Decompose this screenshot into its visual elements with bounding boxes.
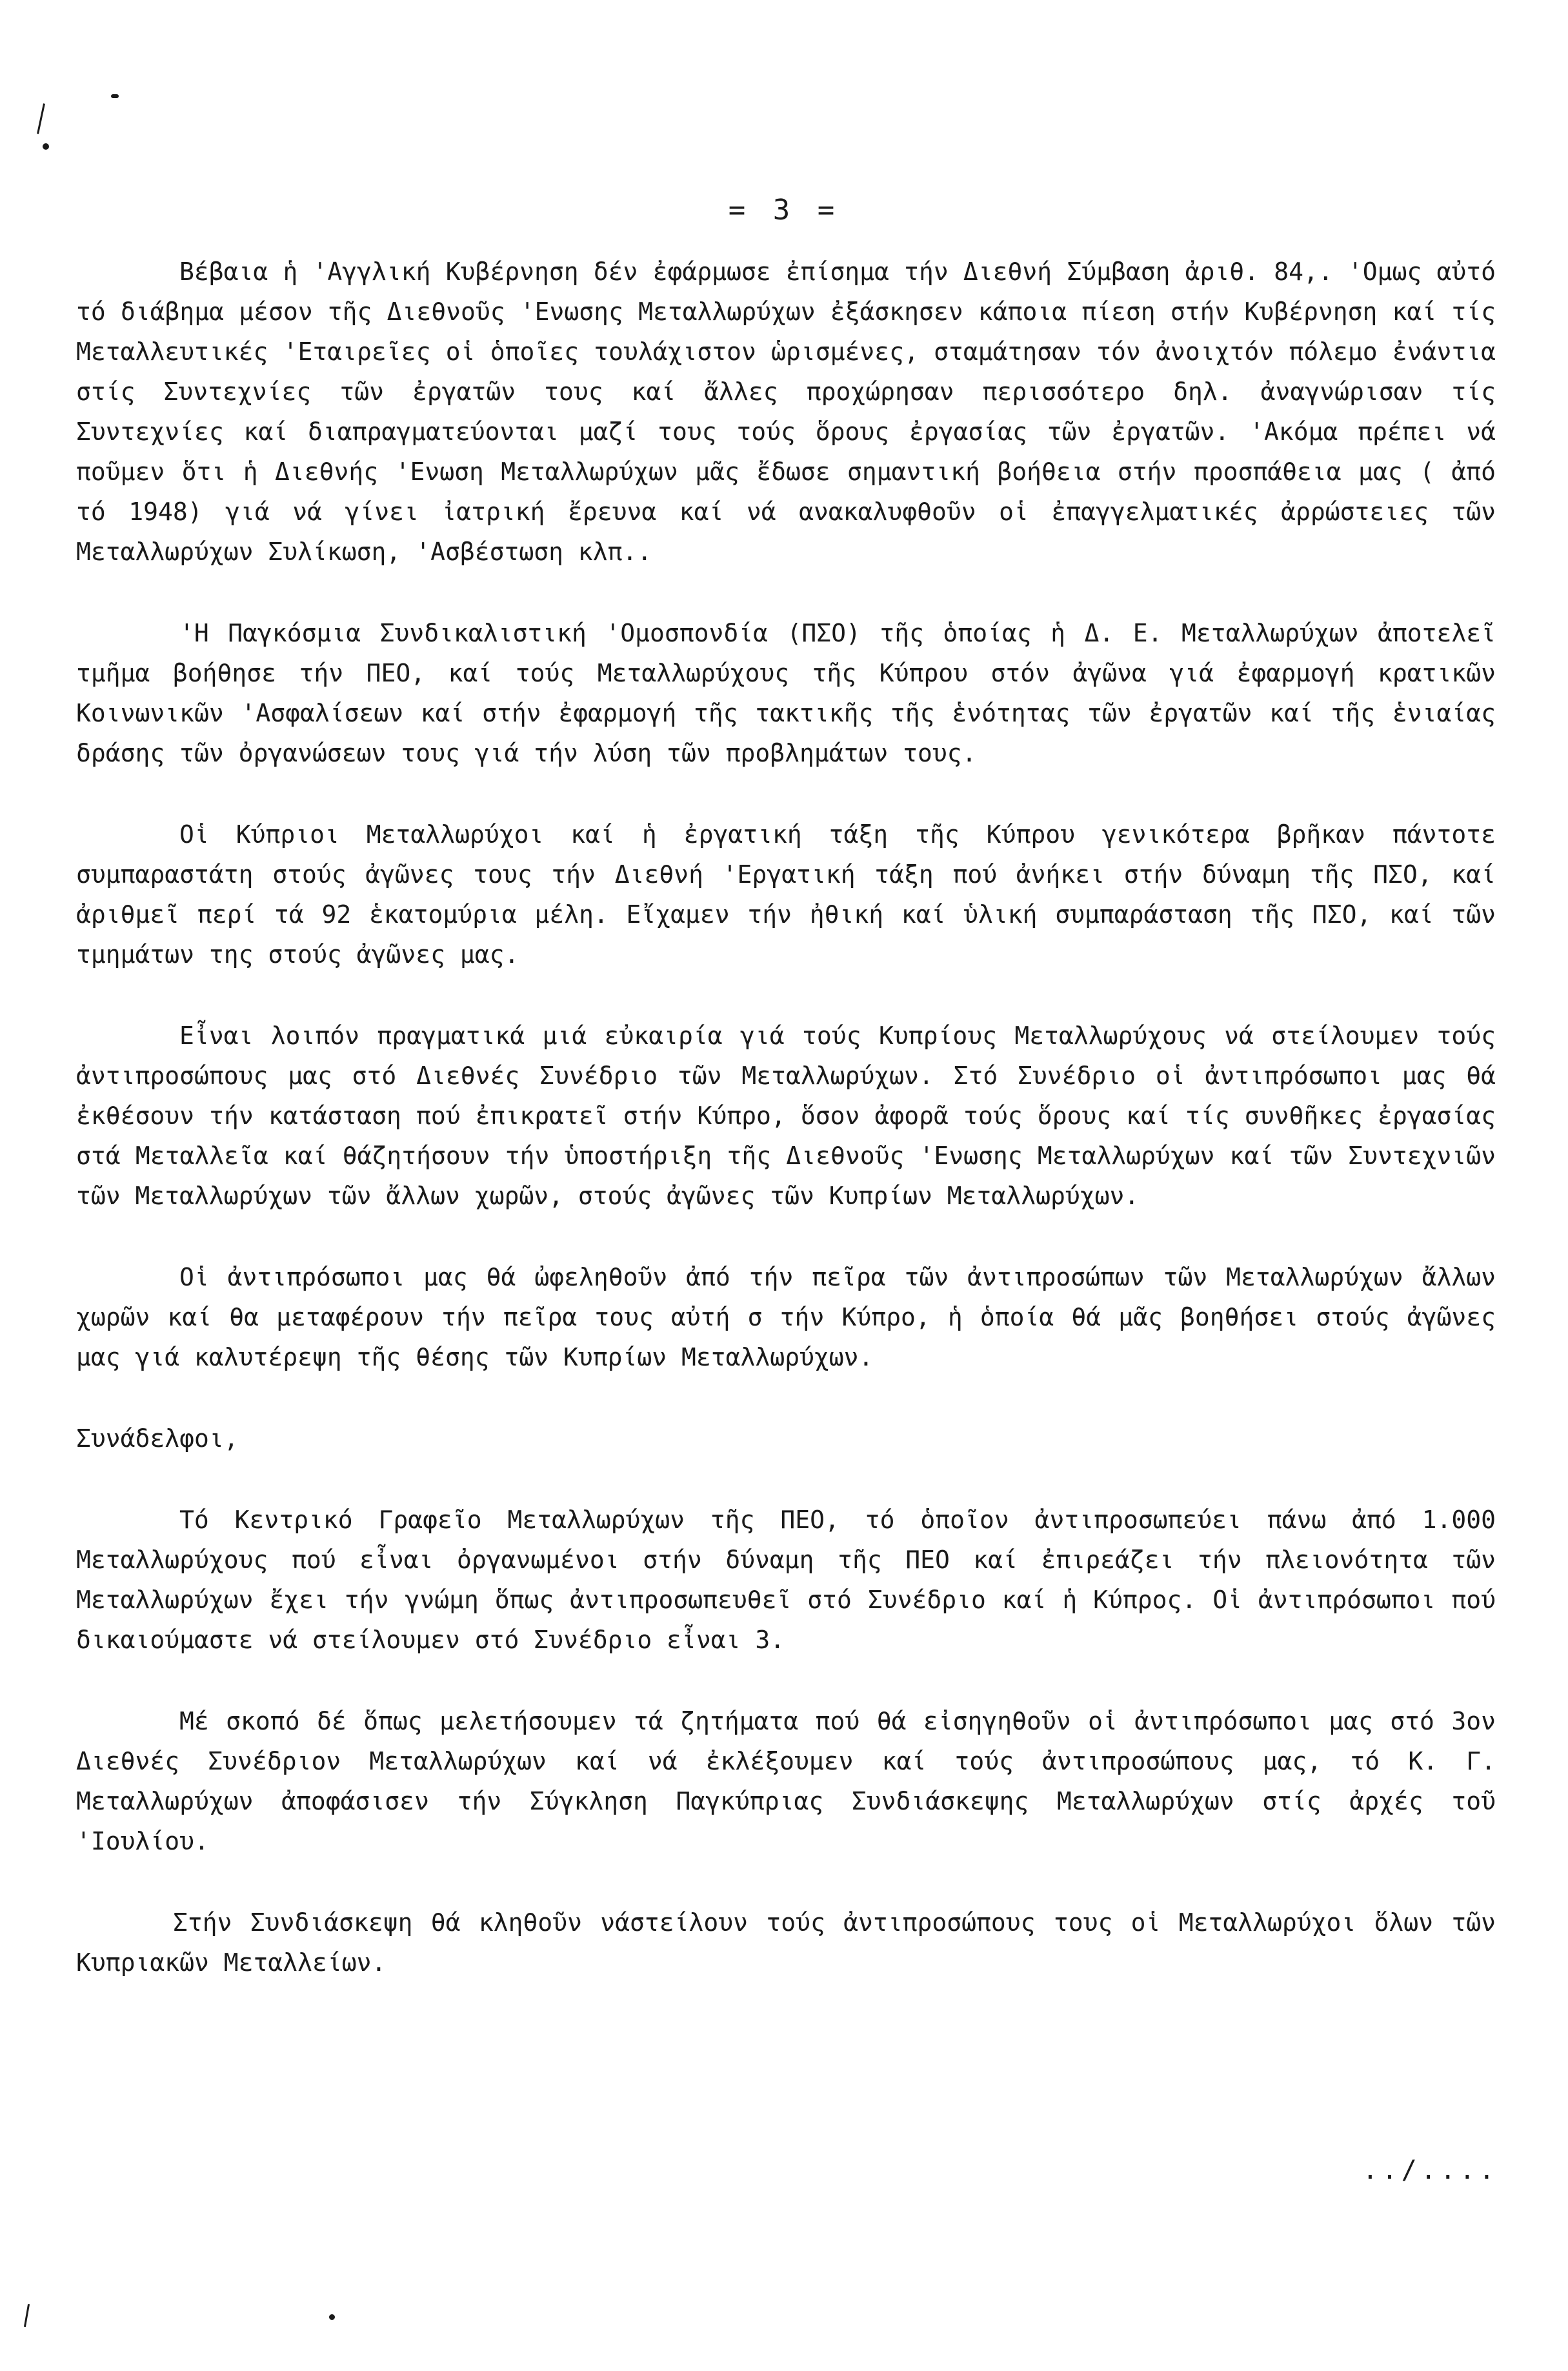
continuation-marker: ../.... [1362,2155,1498,2185]
paragraph: 'Η Παγκόσμια Συνδικαλιστική 'Ομοσπονδία (ΠΣΟ) τῆς ὁποίας ἡ Δ. Ε. Μεταλλωρύχων ἀποτελεῖ τμῆμα βοήθησε τήν ΠΕΟ, καί τούς Μεταλλωρύχους τῆς Κύπρου στόν ἀγῶνα γιά ἐφαρμογή κρατικῶν Κοινωνικῶν 'Ασφαλίσεων καί στήν ἐφαρμογή τῆς τακτικῆς τῆς ἑνότητας τῶν ἐργατῶν καί τῆς ἑνιαίας δράσης τῶν ὀργανώσεων τους γιά τήν λύση τῶν προβλημάτων τους. [76,619,1496,767]
letter-body [76,252,1496,2024]
paragraph: Οἱ Κύπριοι Μεταλλωρύχοι καί ἡ ἐργατική τάξη τῆς Κύπρου γενικότερα βρῆκαν πάντοτε συμπαραστάτη στούς ἀγῶνες τους τήν Διεθνή 'Εργατική τάξη πού ἀνήκει στήν δύναμη τῆς ΠΣΟ, καί ἀριθμεῖ περί τά 92 ἑκατομύρια μέλη. Εἴχαμεν τήν ἠθική καί ὑλική συμπαράσταση τῆς ΠΣΟ, καί τῶν τμημάτων της στούς ἀγῶνες μας. [76,820,1496,969]
page-number: = 3 = [728,194,840,227]
paragraph: Βέβαια ἡ 'Αγγλική Κυβέρνηση δέν ἐφάρμωσε ἐπίσημα τήν Διεθνή Σύμβαση ἀριθ. 84,. 'Ομως αὐτό τό διάβημα μέσον τῆς Διεθνοῦς 'Ενωσης Μεταλλωρύχων ἐξάσκησεν κάποια πίεση στήν Κυβέρνηση καί τίς Μεταλλευτικές 'Εταιρεῖες οἱ ὁποῖες τουλάχιστον ὡρισμένες, σταμάτησαν τόν ἀνοιχτόν πόλεμο ἐνάντια στίς Συντεχνίες τῶν ἐργατῶν τους καί ἄλλες προχώρησαν περισσότερο δηλ. ἀναγνώρισαν τίς Συντεχνίες καί διαπραγματεύονται μαζί τους τούς ὅρους ἐργασίας τῶν ἐργατῶν. 'Ακόμα πρέπει νά ποῦμεν ὅτι ἡ Διεθνής 'Ενωση Μεταλλωρύχων μᾶς ἔδωσε σημαντική βοήθεια στήν προσπάθεια μας ( ἀπό τό 1948) γιά νά γίνει ἰατρική ἔρευνα καί νά ανακαλυφθοῦν οἱ ἐπαγγελματικές ἀρρώστειες τῶν Μεταλλωρύχων Συλίκωση, 'Ασβέστωση κλπ.. [76,257,1496,566]
ink-dot [329,2314,335,2320]
paragraph: Εἶναι λοιπόν πραγματικά μιά εὐκαιρία γιά τούς Κυπρίους Μεταλλωρύχους νά στείλουμεν τούς ἀντιπροσώπους μας στό Διεθνές Συνέδριο τῶν Μεταλλωρύχων. Στό Συνέδριο οἱ ἀντιπρόσωποι μας θά ἐκθέσουν τήν κατάσταση πού ἐπικρατεῖ στήν Κύπρο, ὅσον ἀφορᾶ τούς ὅρους καί τίς συνθῆκες ἐργασίας στά Μεταλλεῖα καί θάζητήσουν τήν ὑποστήριξη τῆς Διεθνοῦς 'Ενωσης Μεταλλωρύχων καί τῶν Συντεχνιῶν τῶν Μεταλλωρύχων τῶν ἄλλων χωρῶν, στούς ἀγῶνες τῶν Κυπρίων Μεταλλωρύχων. [76,1022,1496,1210]
ink-mark [24,2304,30,2327]
ink-mark [37,103,45,134]
paragraph: Τό Κεντρικό Γραφεῖο Μεταλλωρύχων τῆς ΠΕΟ, τό ὁποῖον ἀντιπροσωπεύει πάνω ἀπό 1.000 Μεταλλωρύχους πού εἶναι ὀργανωμένοι στήν δύναμη τῆς ΠΕΟ καί ἐπιρεάζει τήν πλειονότητα τῶν Μεταλλωρύχων ἔχει τήν γνώμη ὅπως ἀντιπροσωπευθεῖ στό Συνέδριο καί ἡ Κύπρος. Οἱ ἀντιπρόσωποι πού δικαιούμαστε νά στείλουμεν στό Συνέδριο εἶναι 3. [76,1506,1496,1654]
paragraph: Μέ σκοπό δέ ὅπως μελετήσουμεν τά ζητήματα πού θά εἰσηγηθοῦν οἱ ἀντιπρόσωποι μας στό 3ον Διεθνές Συνέδριον Μεταλλωρύχων καί νά ἐκλέξουμεν καί τούς ἀντιπροσώπους μας, τό Κ. Γ. Μεταλλωρύχων ἀποφάσισεν τήν Σύγκληση Παγκύπριας Συνδιάσκεψης Μεταλλωρύχων στίς ἀρχές τοῦ 'Ιουλίου. [76,1707,1496,1855]
ink-mark [111,94,119,98]
paragraph: Οἱ ἀντιπρόσωποι μας θά ὠφεληθοῦν ἀπό τήν πεῖρα τῶν ἀντιπροσώπων τῶν Μεταλλωρύχων ἄλλων χωρῶν καί θα μεταφέρουν τήν πεῖρα τους αὐτή σ τήν Κύπρο, ἡ ὁποία θά μᾶς βοηθήσει στούς ἀγῶνες μας γιά καλυτέρεψη τῆς θέσης τῶν Κυπρίων Μεταλλωρύχων. [76,1263,1496,1371]
ink-dot [43,143,49,150]
paragraph: Στήν Συνδιάσκεψη θά κληθοῦν νάστείλουν τούς ἀντιπροσώπους τους οἱ Μεταλλωρύχοι ὅλων τῶν Κυπριακῶν Μεταλλείων. [76,1908,1496,1977]
salutation: Συνάδελφοι, [76,1424,239,1453]
